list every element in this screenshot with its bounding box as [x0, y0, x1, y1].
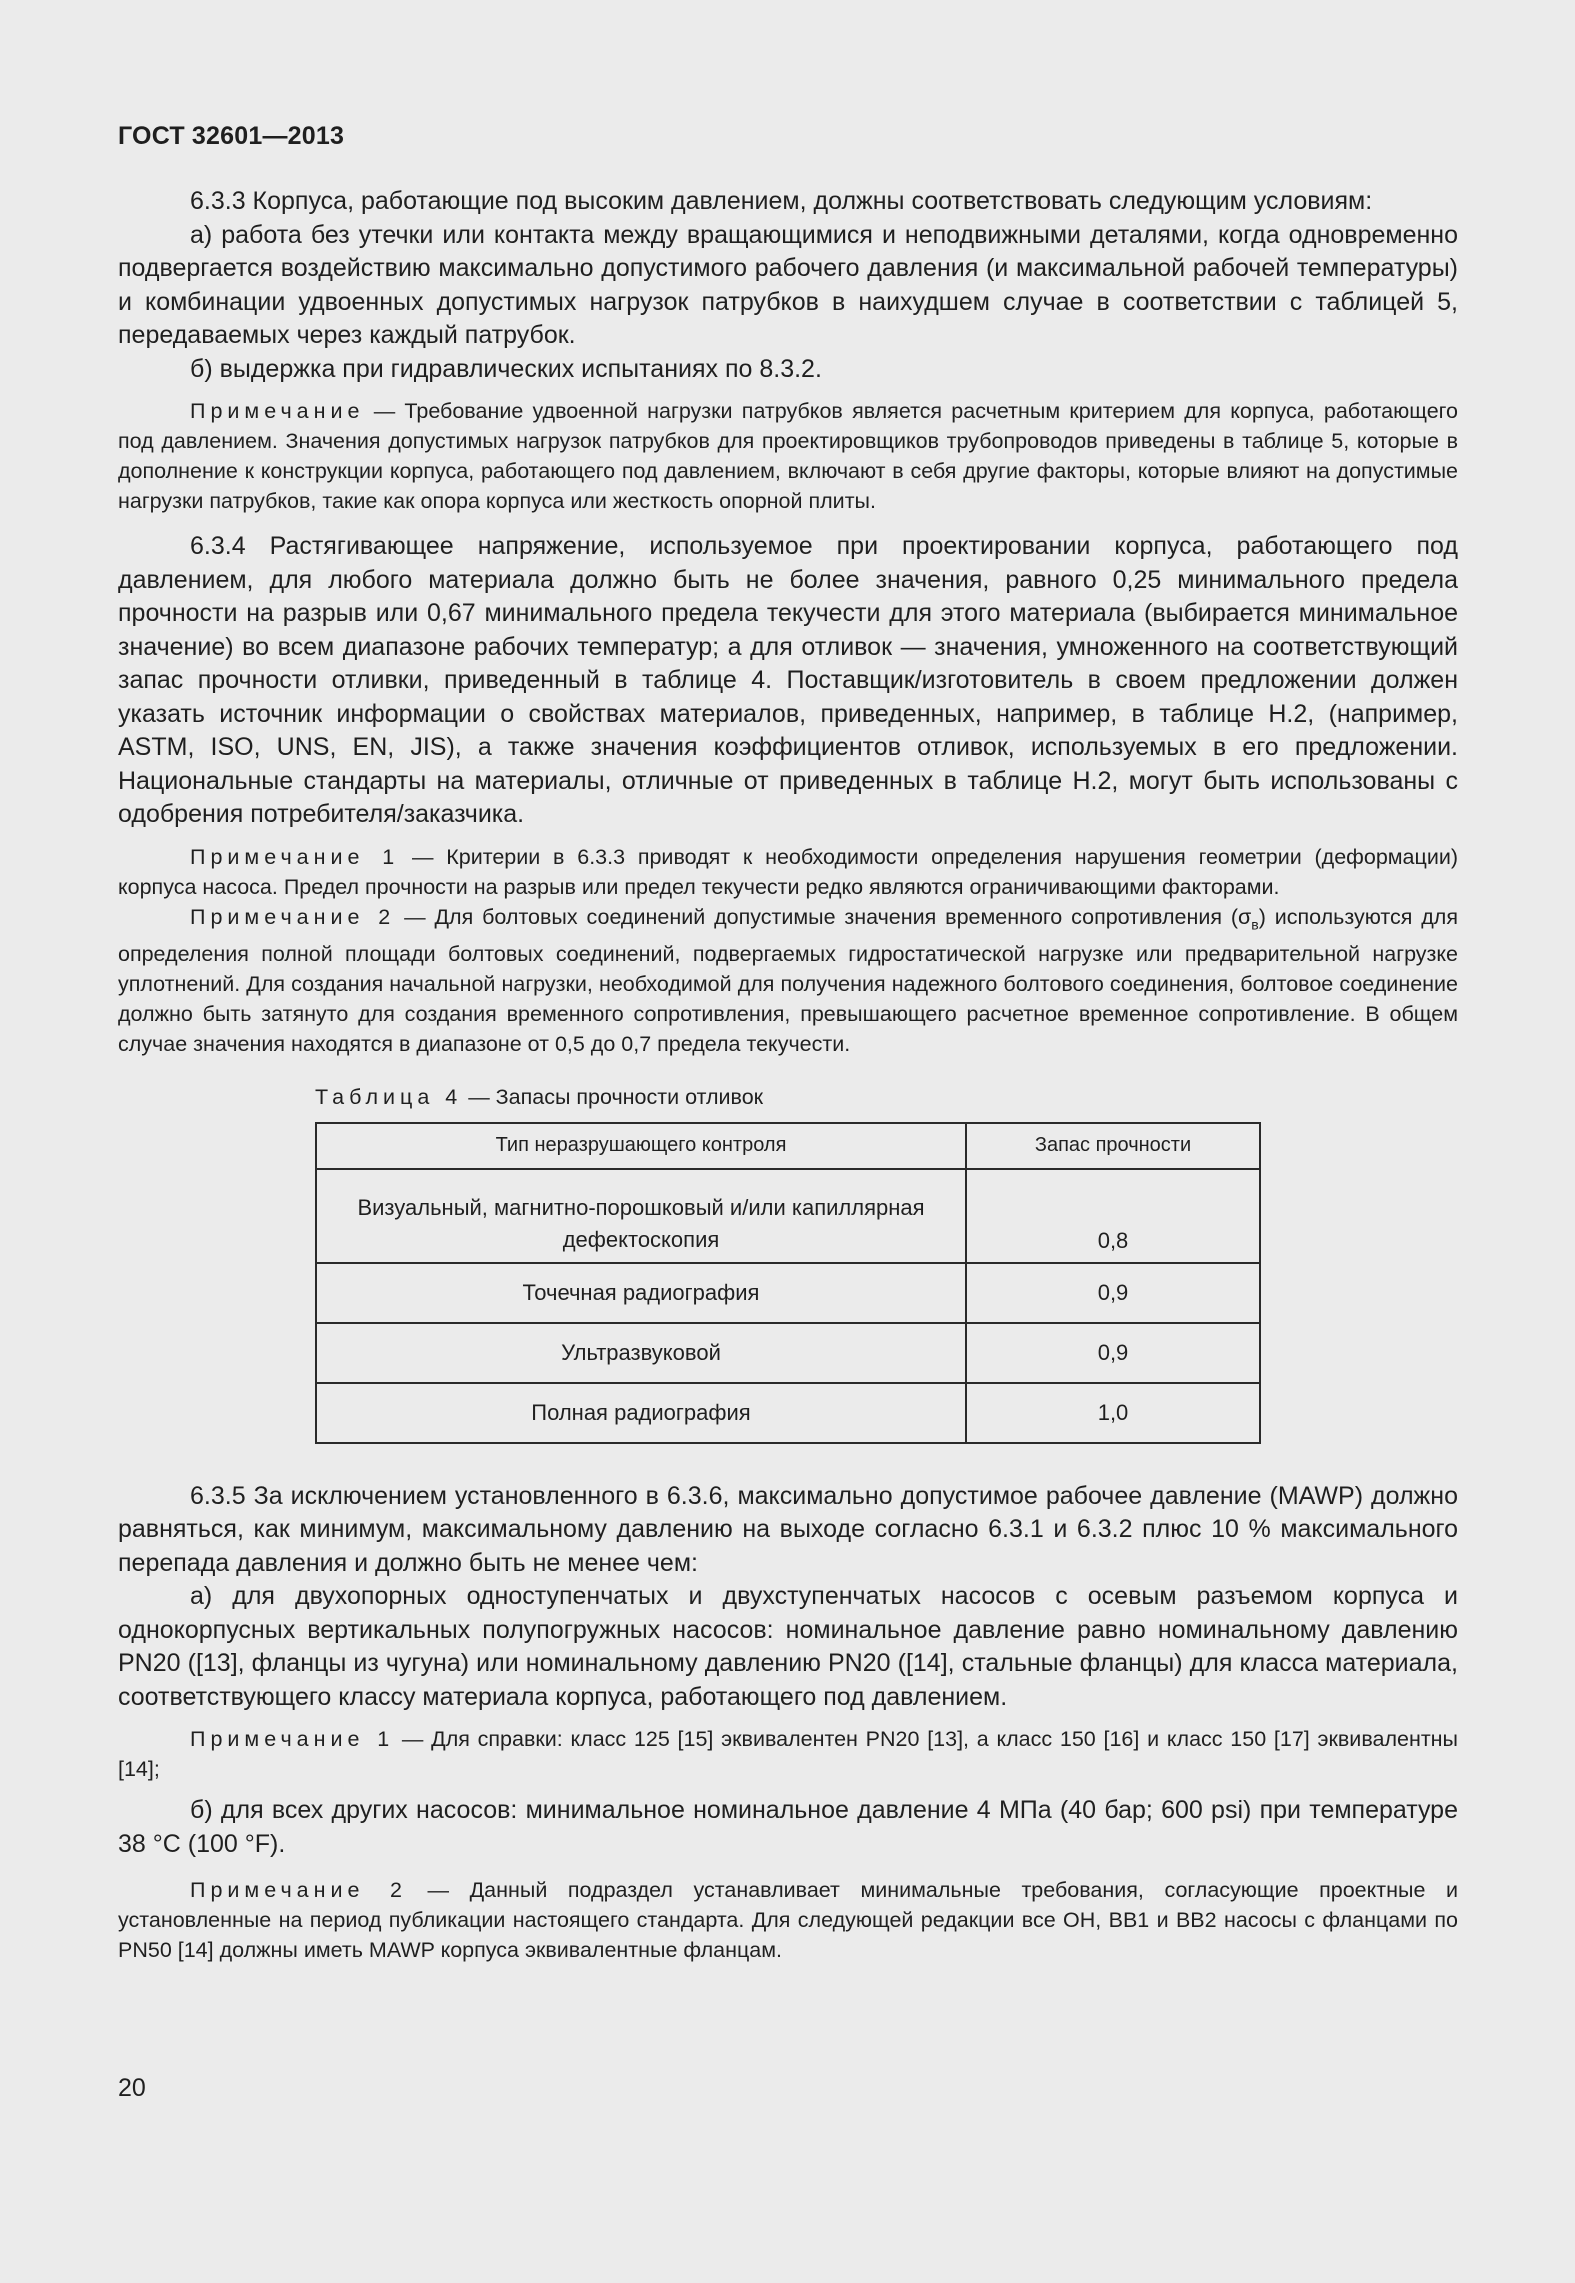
section-6-3-4-note-2	[118, 902, 1458, 1059]
note-text: — Критерии в 6.3.3 приводят к необходимости определения нарушения геометрии (деформации) корпуса насоса. Предел прочности на разрыв или предел текучести редко являются ограничивающими факторами.	[118, 844, 1459, 899]
table-4-caption	[315, 1085, 1458, 1110]
sigma-subscript: в	[1251, 915, 1259, 932]
section-6-3-3-note	[118, 396, 1458, 516]
section-6-3-4-note-1	[118, 842, 1458, 902]
section-6-3-5-note-1	[118, 1724, 1458, 1784]
note-text: — Для справки: класс 125 [15] эквивалентен PN20 [13], а класс 150 [16] и класс 150 [17] эквивалентны [14];	[118, 1727, 1459, 1782]
table-row	[316, 1263, 1260, 1323]
section-6-3-3	[118, 185, 1458, 516]
section-6-3-3-intro: 6.3.3 Корпуса, работающие под высоким давлением, должны соответствовать следующим условиям:	[190, 187, 1373, 215]
table-header-cell: Тип неразрушающего контроля	[316, 1123, 966, 1169]
table-row	[316, 1323, 1260, 1383]
section-6-3-5-item-a: а) для двухопорных одноступенчатых и двухступенчатых насосов с осевым разъемом корпуса и однокорпусных вертикальных полупогружных насосов: номинальное давление равно номинальному давлению PN20 ([13], фланцы из чугуна) или номинальному давлению PN20 ([14], стальные фланцы) для класса материала, соответствующего классу материала корпуса, работающего под давлением.	[118, 1582, 1458, 1711]
section-6-3-5	[118, 1480, 1458, 1966]
table-row	[316, 1169, 1260, 1263]
note-text: — Для болтовых соединений допустимые значения временного сопротивления (σ	[395, 904, 1252, 929]
table-cell: 0,9	[966, 1323, 1260, 1383]
page-number: 20	[118, 2074, 146, 2102]
section-6-3-4	[118, 530, 1458, 1059]
table-cell: Полная радиография	[316, 1383, 966, 1443]
table-cell: Точечная радиография	[316, 1263, 966, 1323]
section-6-3-3-item-b: б) выдержка при гидравлических испытаниях по 8.3.2.	[190, 354, 822, 383]
note-text: — Данный подраздел устанавливает минимальные требования, согласующие проектные и установленные на период публикации настоящего стандарта. Для следующей редакции все ОН, ВВ1 и ВВ2 насосы с фланцами по PN50 [14] должны иметь MAWP корпуса эквивалентные фланцам.	[118, 1878, 1458, 1963]
table-caption-label: Таблица 4	[315, 1084, 463, 1109]
note-label: Примечание 1	[190, 844, 400, 869]
note-label: Примечание 2	[190, 1878, 407, 1903]
table-4	[315, 1122, 1261, 1444]
note-text: ) используются для определения полной площади болтовых соединений, подвергаемых гидростатической нагрузке или предварительной нагрузке уплотнений. Для создания начальной нагрузки, необходимой для получения надежного болтового соединения, болтовое соединение должно быть затянуто для создания временного сопротивления, превышающего расчетное временное сопротивление. В общем случае значения находятся в диапазоне от 0,5 до 0,7 предела текучести.	[118, 904, 1458, 1056]
note-label: Примечание	[190, 399, 365, 423]
table-cell: Ультразвуковой	[316, 1323, 966, 1383]
table-header-row	[316, 1123, 1260, 1169]
section-6-3-3-item-a: а) работа без утечки или контакта между вращающимися и неподвижными деталями, когда одновременно подвергается воздействию максимально допустимого рабочего давления (и максимальной рабочей температуры) и комбинации удвоенных допустимых нагрузок патрубков в наихудшем случае в соответствии с таблицей 5, передаваемых через каждый патрубок.	[118, 220, 1458, 349]
table-cell: 0,9	[966, 1263, 1260, 1323]
table-row	[316, 1383, 1260, 1443]
table-header-cell: Запас прочности	[966, 1123, 1260, 1169]
section-6-3-5-item-b: б) для всех других насосов: минимальное номинальное давление 4 МПа (40 бар; 600 psi) при температуре 38 °С (100 °F).	[118, 1796, 1458, 1858]
section-6-3-5-note-2	[118, 1875, 1458, 1965]
table-caption-text: — Запасы прочности отливок	[462, 1084, 764, 1109]
table-cell: 0,8	[966, 1169, 1260, 1263]
table-cell: 1,0	[966, 1383, 1260, 1443]
document-header: ГОСТ 32601—2013	[118, 122, 345, 150]
table-cell: Визуальный, магнитно-порошковый и/или капиллярная дефектоскопия	[316, 1169, 966, 1263]
document-page	[118, 122, 1458, 1965]
note-text: — Требование удвоенной нагрузки патрубков является расчетным критерием для корпуса, работающего под давлением. Значения допустимых нагрузок патрубков для проектировщиков трубопроводов приведены в таблице 5, которые в дополнение к конструкции корпуса, работающего под давлением, включают в себя другие факторы, которые влияют на допустимые нагрузки патрубков, такие как опора корпуса или жесткость опорной плиты.	[118, 399, 1458, 513]
note-label: Примечание 2	[190, 904, 396, 929]
section-6-3-4-text: 6.3.4 Растягивающее напряжение, используемое при проектировании корпуса, работающего под давлением, для любого материала должно быть не более значения, равного 0,25 минимального предела прочности на разрыв или 0,67 минимального предела текучести для этого материала (выбирается минимальное значение) во всем диапазоне рабочих температур; а для отливок — значения, умноженного на соответствующий запас прочности отливки, приведенный в таблице 4. Поставщик/изготовитель в своем предложении должен указать источник информации о свойствах материалов, приведенных, например, в таблице Н.2, (например, ASTM, ISO, UNS, EN, JIS), а также значения коэффициентов отливок, используемых в его предложении. Национальные стандарты на материалы, отличные от приведенных в таблице Н.2, могут быть использованы с одобрения потребителя/заказчика.	[118, 532, 1458, 828]
section-6-3-5-text: 6.3.5 За исключением установленного в 6.3.6, максимально допустимое рабочее давление (MAWP) должно равняться, как минимум, максимальному давлению на выходе согласно 6.3.1 и 6.3.2 плюс 10 % максимального перепада давления и должно быть не менее чем:	[118, 1481, 1458, 1577]
note-label: Примечание 1	[190, 1727, 395, 1752]
